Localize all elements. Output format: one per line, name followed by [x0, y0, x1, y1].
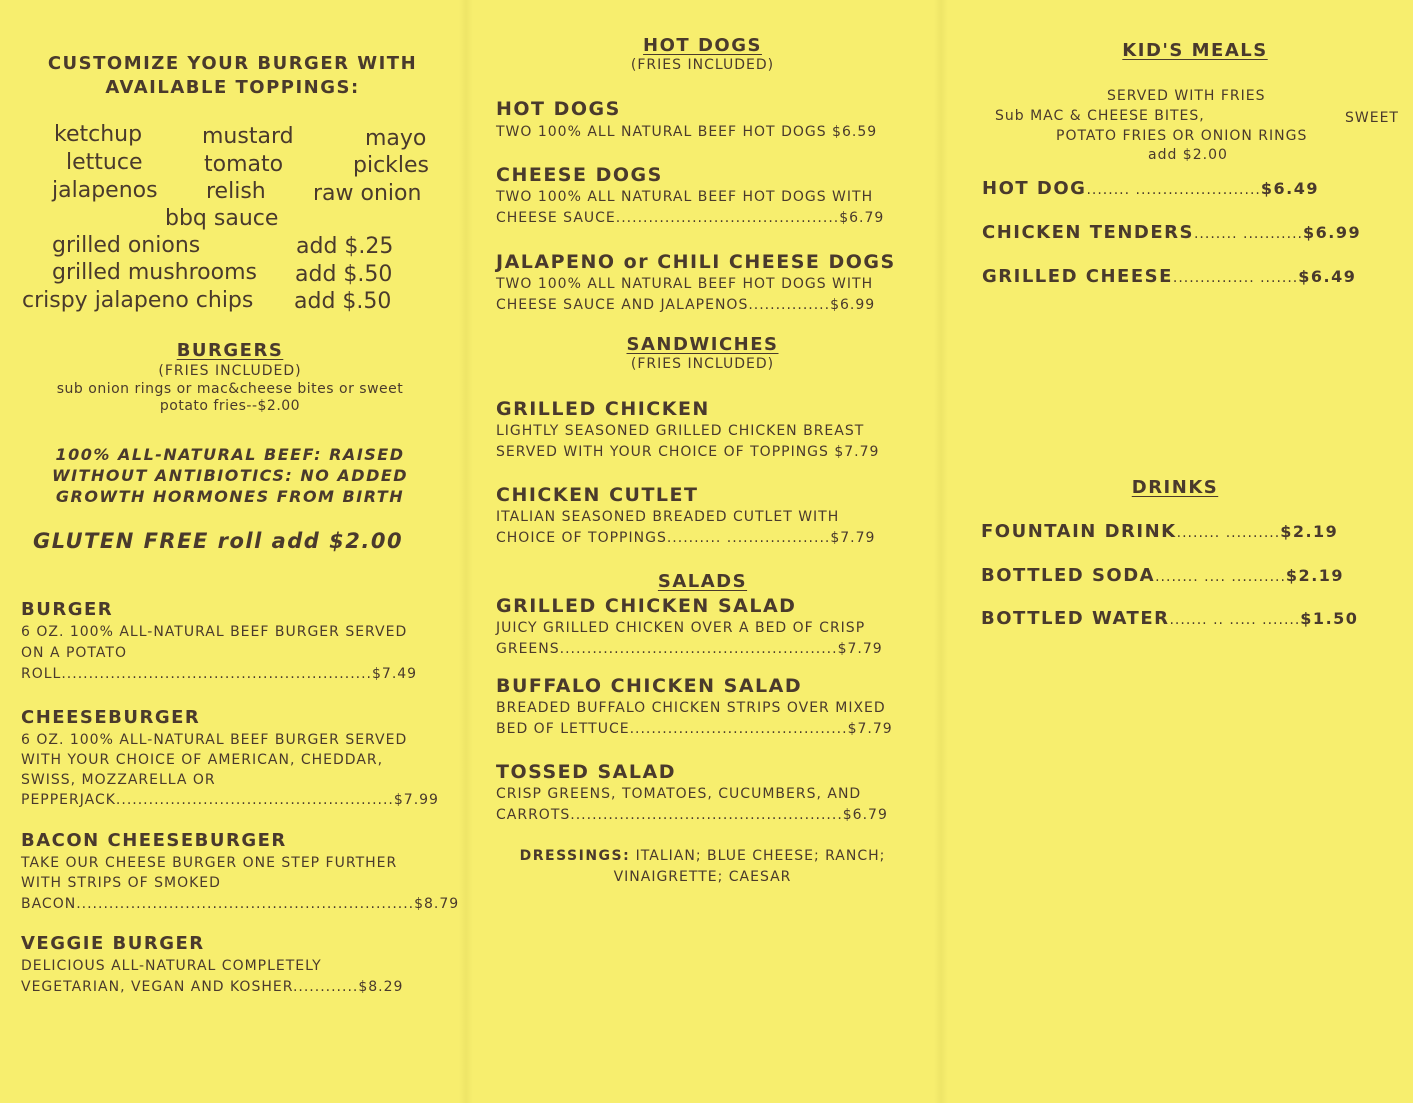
- item-price-line: CHEESE SAUCE AND JALAPENOS...............$6.99: [496, 297, 876, 313]
- item-description: ON A POTATO: [21, 645, 127, 661]
- dressings-options: VINAIGRETTE; CAESAR: [613, 869, 792, 885]
- item-name: GRILLED CHEESE: [982, 266, 1173, 287]
- extra-topping-name: crispy jalapeno chips: [22, 288, 254, 313]
- extra-topping-price: add $.25: [296, 234, 394, 259]
- menu-item: [21, 932, 451, 998]
- sandwiches-header: [470, 334, 935, 372]
- topping-item: lettuce: [66, 150, 143, 175]
- item-name: CHICKEN CUTLET: [496, 484, 699, 506]
- section-title: SANDWICHES: [626, 334, 779, 355]
- topping-item: mustard: [202, 124, 294, 149]
- item-description: WITH YOUR CHOICE OF AMERICAN, CHEDDAR,: [21, 752, 384, 768]
- item-name: BOTTLED SODA: [981, 565, 1156, 586]
- hotdogs-header: [470, 35, 935, 73]
- topping-item: jalapenos: [52, 178, 158, 203]
- item-price-line: CHOICE OF TOPPINGS.......... ...................$7.79: [496, 530, 876, 546]
- item-price: $2.19: [1285, 566, 1345, 585]
- dressings-note: [470, 846, 935, 888]
- item-name: BURGER: [21, 599, 114, 620]
- menu-item: [496, 250, 896, 316]
- item-name: BUFFALO CHICKEN SALAD: [496, 675, 803, 697]
- left-panel: [0, 0, 460, 1103]
- section-subtitle: (FRIES INCLUDED): [630, 57, 775, 73]
- section-title: DRINKS: [1131, 477, 1219, 498]
- item-name: VEGGIE BURGER: [21, 933, 205, 954]
- burgers-sub-note: sub onion rings or mac&cheese bites or sweet: [56, 381, 404, 397]
- item-name: TOSSED SALAD: [496, 761, 676, 783]
- leader-dots: ........ .......................: [1086, 182, 1261, 198]
- item-description: DELICIOUS ALL-NATURAL COMPLETELY: [21, 958, 322, 974]
- item-name: FOUNTAIN DRINK: [981, 521, 1177, 542]
- item-name: CHEESE DOGS: [496, 164, 663, 186]
- drink-menu-item: [981, 608, 1358, 629]
- menu-item: [21, 598, 451, 685]
- leader-dots: ........ ..........: [1176, 525, 1281, 541]
- item-description: JUICY GRILLED CHICKEN OVER A BED OF CRISP: [496, 620, 866, 636]
- item-price-line: CARROTS..................................................$6.79: [496, 807, 888, 823]
- item-price-line: GREENS...................................................$7.79: [496, 641, 883, 657]
- item-description: LIGHTLY SEASONED GRILLED CHICKEN BREAST: [496, 423, 865, 439]
- menu-item: [496, 483, 875, 549]
- section-subtitle: (FRIES INCLUDED): [630, 356, 775, 372]
- gluten-free-note: GLUTEN FREE roll add $2.00: [33, 529, 404, 553]
- extra-topping-price: add $.50: [295, 262, 393, 287]
- item-name: HOT DOG: [982, 178, 1087, 199]
- item-price-line: BED OF LETTUCE........................................$7.79: [496, 721, 893, 737]
- item-price-line: SERVED WITH YOUR CHOICE OF TOPPINGS $7.79: [496, 444, 880, 460]
- menu-item: [21, 829, 460, 915]
- item-price: $6.49: [1260, 179, 1319, 198]
- item-description: BREADED BUFFALO CHICKEN STRIPS OVER MIXED: [496, 700, 886, 716]
- topping-item: mayo: [365, 126, 427, 151]
- leader-dots: ............... .......: [1172, 270, 1299, 286]
- item-name: JALAPENO or CHILI CHEESE DOGS: [496, 251, 896, 273]
- item-price: $6.99: [1302, 223, 1362, 242]
- item-description: TWO 100% ALL NATURAL BEEF HOT DOGS WITH: [496, 189, 874, 205]
- middle-panel: [470, 0, 935, 1103]
- item-price-line: ROLL.........................................................$7.49: [21, 666, 418, 682]
- item-description: SWISS, MOZZARELLA OR: [21, 772, 216, 788]
- item-description: ITALIAN SEASONED BREADED CUTLET WITH: [496, 509, 840, 525]
- drink-menu-item: [981, 565, 1344, 586]
- toppings-title: CUSTOMIZE YOUR BURGER WITH AVAILABLE TOPPINGS:: [47, 53, 418, 98]
- topping-item: ketchup: [54, 122, 143, 147]
- item-name: BOTTLED WATER: [981, 608, 1170, 629]
- item-price: $2.19: [1280, 522, 1339, 541]
- item-description: TWO 100% ALL NATURAL BEEF HOT DOGS WITH: [496, 276, 874, 292]
- menu-item: [21, 706, 451, 810]
- item-price-line: BACON..............................................................$8.79: [21, 896, 460, 912]
- item-price-line: CHEESE SAUCE.........................................$6.79: [496, 210, 885, 226]
- item-description: TAKE OUR CHEESE BURGER ONE STEP FURTHER: [21, 855, 398, 871]
- item-name: BACON CHEESEBURGER: [21, 830, 287, 851]
- leader-dots: ........ ...........: [1193, 226, 1303, 242]
- section-title: HOT DOGS: [643, 35, 762, 56]
- burgers-header: [20, 340, 440, 414]
- dressings-options: ITALIAN; BLUE CHEESE; RANCH;: [635, 848, 886, 864]
- item-price-line: PEPPERJACK...................................................$7.99: [21, 792, 439, 808]
- menu-item: [496, 163, 884, 229]
- menu-item: [496, 674, 893, 740]
- kids-menu-item: [982, 222, 1361, 243]
- section-title: SALADS: [657, 571, 748, 592]
- item-name: CHEESEBURGER: [21, 707, 201, 728]
- section-subtitle: (FRIES INCLUDED): [158, 363, 302, 379]
- drink-menu-item: [981, 521, 1338, 542]
- item-description: 6 OZ. 100% ALL-NATURAL BEEF BURGER SERVED: [21, 624, 408, 640]
- menu-item: [496, 97, 877, 143]
- item-price: $6.49: [1298, 267, 1357, 286]
- item-price-line: VEGETARIAN, VEGAN AND KOSHER............$8.29: [21, 979, 404, 995]
- item-name: HOT DOGS: [496, 98, 621, 120]
- section-title: BURGERS: [176, 340, 284, 361]
- extra-topping-price: add $.50: [294, 289, 392, 314]
- item-description: WITH STRIPS OF SMOKED: [21, 875, 221, 891]
- item-price: $1.50: [1300, 609, 1359, 628]
- extra-topping-name: grilled mushrooms: [52, 260, 257, 285]
- item-description: CRISP GREENS, TOMATOES, CUCUMBERS, AND: [496, 786, 862, 802]
- topping-item: relish: [206, 179, 266, 204]
- topping-item: tomato: [204, 152, 284, 177]
- item-description: 6 OZ. 100% ALL-NATURAL BEEF BURGER SERVED: [21, 732, 408, 748]
- menu-item: [496, 594, 883, 660]
- dressings-label: DRESSINGS:: [519, 848, 631, 864]
- topping-item: pickles: [353, 153, 430, 178]
- beef-statement: 100% ALL-NATURAL BEEF: RAISED WITHOUT ANTIBIOTICS: NO ADDED GROWTH HORMONES FROM BIRTH: [51, 445, 409, 506]
- topping-item: raw onion: [313, 181, 422, 206]
- leader-dots: ....... .. ..... .......: [1169, 612, 1301, 628]
- section-title: KID'S MEALS: [1122, 40, 1268, 61]
- item-name: GRILLED CHICKEN SALAD: [496, 595, 797, 617]
- item-name: GRILLED CHICKEN: [496, 398, 710, 420]
- topping-item: bbq sauce: [165, 206, 279, 231]
- kids-menu-item: [982, 266, 1356, 287]
- menu-item: [496, 760, 888, 826]
- item-name: CHICKEN TENDERS: [982, 222, 1194, 243]
- menu-item: [496, 397, 879, 463]
- extra-topping-name: grilled onions: [52, 233, 201, 258]
- item-price-line: TWO 100% ALL NATURAL BEEF HOT DOGS $6.59: [496, 124, 878, 140]
- kids-menu-item: [982, 178, 1319, 199]
- burgers-sub-note: potato fries--$2.00: [159, 398, 301, 414]
- leader-dots: ........ .... ..........: [1155, 569, 1286, 585]
- right-panel: KID'S MEALS SERVED WITH FRIES Sub MAC & CHEESE BITES, SWEET POTATO FRIES OR ONION RINGS add $2.00 HOT DOG........ .......................$6.49 CHICKEN TENDERS........ ...........$6.99 GRILLED CHEESE............... .......$6.49 DRINKS FOUNTAIN DRINK........ ..........$2.19 BOTTLED SODA........ .... ..........$2.19 BOTTLED WATER....... .. ..... .......$1.50: [981, 40, 1399, 629]
